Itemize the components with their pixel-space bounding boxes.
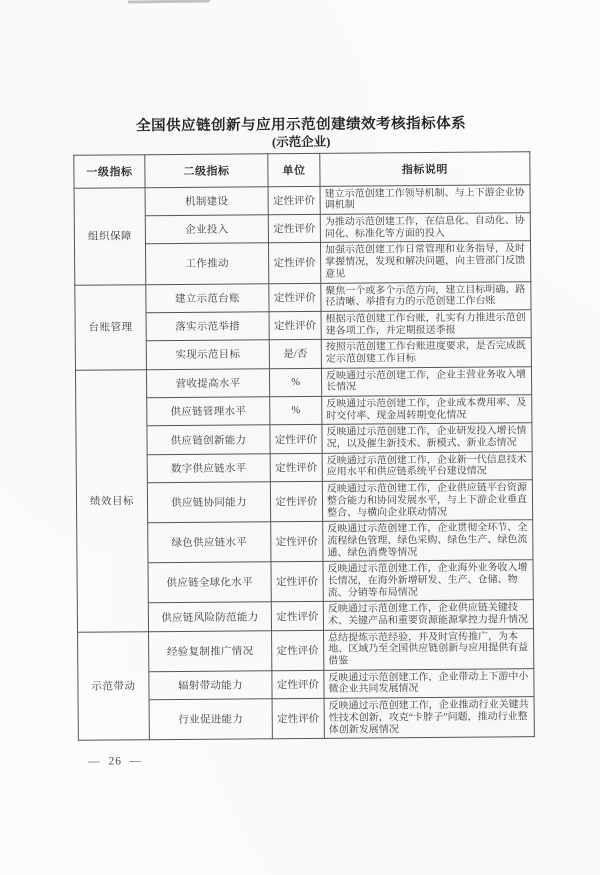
level1-indicator-cell: 示范带动	[78, 631, 150, 740]
description-cell: 反映通过示范创建工作，企业成本费用率、及时交付率、现金周转期变化情况	[322, 395, 532, 425]
unit-cell: 定性评价	[271, 522, 323, 562]
description-cell: 反映通过示范创建工作，企业供应链平台资源整合能力和协同发展水平，与上下游企业垂直整合、与横向企业联动情况	[322, 480, 532, 522]
unit-cell: 定性评价	[272, 698, 324, 738]
unit-cell: 定性评价	[272, 670, 324, 699]
level2-indicator-cell: 实现示范目标	[146, 340, 269, 369]
header-unit: 单位	[268, 153, 320, 186]
header-level2-indicator: 二级指标	[145, 153, 268, 187]
page-content	[73, 116, 534, 768]
description-cell: 反映通过示范创建工作，企业带动上下游中小微企业共同发展情况	[324, 668, 534, 698]
level2-indicator-cell: 落实示范举措	[146, 312, 269, 341]
description-cell: 按照示范创建工作台账进度要求，是否完成既定示范创建工作目标	[321, 338, 531, 368]
unit-cell: 定性评价	[269, 283, 321, 312]
table-row	[78, 628, 534, 672]
description-cell: 反映通过示范创建工作，企业研发投入增长情况，以及催生新技术、新模式、新业态情况	[322, 423, 532, 453]
level2-indicator-cell: 绿色供应链水平	[148, 522, 271, 563]
level1-indicator-cell: 绩效目标	[75, 369, 148, 632]
level2-indicator-cell: 供应链风险防范能力	[148, 602, 271, 631]
level2-indicator-cell: 供应链全球化水平	[148, 562, 271, 603]
header-description: 指标说明	[320, 151, 530, 186]
description-cell: 反映通过示范创建工作，企业推动行业关键共性技术创新，攻克“卡脖子”问题，推动行业整体创新发展情况	[324, 697, 534, 739]
indicator-table	[73, 151, 535, 741]
unit-cell: %	[270, 396, 322, 425]
description-cell: 聚焦一个或多个示范方向，建立目标明确、路径清晰、举措有力的示范创建工作台账	[321, 281, 531, 311]
header-level1-indicator: 一级指标	[74, 154, 145, 188]
unit-cell: 是/否	[269, 340, 321, 369]
unit-cell: 定性评价	[271, 562, 323, 602]
table-row	[74, 184, 530, 216]
indicator-table-body	[74, 184, 534, 740]
unit-cell: 定性评价	[270, 453, 322, 482]
unit-cell: 定性评价	[272, 630, 324, 670]
unit-cell: 定性评价	[268, 186, 320, 215]
unit-cell: 定性评价	[268, 243, 320, 283]
level2-indicator-cell: 辐射带动能力	[149, 670, 272, 699]
level1-indicator-cell: 台账管理	[75, 284, 147, 370]
unit-cell: 定性评价	[271, 602, 323, 631]
level2-indicator-cell: 供应链协同能力	[147, 482, 270, 523]
unit-cell: 定性评价	[270, 481, 322, 521]
unit-cell: 定性评价	[270, 425, 322, 454]
level2-indicator-cell: 营收提高水平	[146, 368, 269, 397]
description-cell: 反映通过示范创建工作，企业供应链关键技术、关键产品和重要资源能源掌控力提升情况	[323, 600, 533, 630]
level2-indicator-cell: 行业促进能力	[149, 699, 272, 740]
description-cell: 根据示范创建工作台账，扎实有力推进示范创建各项工作，并定期报送季报	[321, 310, 531, 340]
description-cell: 反映通过示范创建工作，企业主营业务收入增长情况	[321, 366, 531, 396]
unit-cell: 定性评价	[269, 311, 321, 340]
level2-indicator-cell: 数字供应链水平	[147, 454, 270, 483]
description-cell: 总结提炼示范经验，并及时宣传推广，为本地、区域乃至全国供应链创新与应用提供有益借鉴	[324, 628, 534, 670]
level2-indicator-cell: 建立示范台账	[146, 283, 269, 312]
page-title: 全国供应链创新与应用示范创建绩效考核指标体系	[135, 115, 467, 135]
level2-indicator-cell: 工作推动	[145, 243, 268, 284]
description-cell: 加强示范创建工作日常管理和业务指导，及时掌握情况，发现和解决问题，向主管部门反馈意见	[320, 241, 530, 283]
table-header-row	[74, 151, 530, 188]
description-cell: 反映通过示范创建工作，企业贯彻全环节、全流程绿色管理、绿色采购、绿色生产、绿色流通、绿色消费等情况	[323, 520, 533, 562]
unit-cell: 定性评价	[268, 214, 320, 243]
level2-indicator-cell: 经验复制推广情况	[149, 630, 272, 671]
level1-indicator-cell: 组织保障	[74, 187, 146, 284]
description-cell: 反映通过示范创建工作，企业海外业务收入增长情况，在海外新增研发、生产、仓储、物流、分销等布局情况	[323, 560, 533, 602]
table-row	[75, 281, 531, 313]
level2-indicator-cell: 供应链管理水平	[147, 397, 270, 426]
level2-indicator-cell: 供应链创新能力	[147, 425, 270, 454]
level2-indicator-cell: 企业投入	[145, 215, 268, 244]
unit-cell: %	[269, 368, 321, 397]
page-subtitle: (示范企业)	[271, 134, 331, 150]
description-cell: 为推动示范创建工作，在信息化、自动化、协同化、标准化等方面的投入	[320, 213, 530, 243]
scan-artifact	[128, 0, 210, 4]
table-row	[75, 366, 531, 398]
page-number: — 26 —	[88, 755, 143, 768]
description-cell: 反映通过示范创建工作，企业新一代信息技术应用水平和供应链系统平台建设情况	[322, 451, 532, 481]
level2-indicator-cell: 机制建设	[145, 186, 268, 215]
description-cell: 建立示范创建工作领导机制、与上下游企业协调机制	[320, 184, 530, 214]
